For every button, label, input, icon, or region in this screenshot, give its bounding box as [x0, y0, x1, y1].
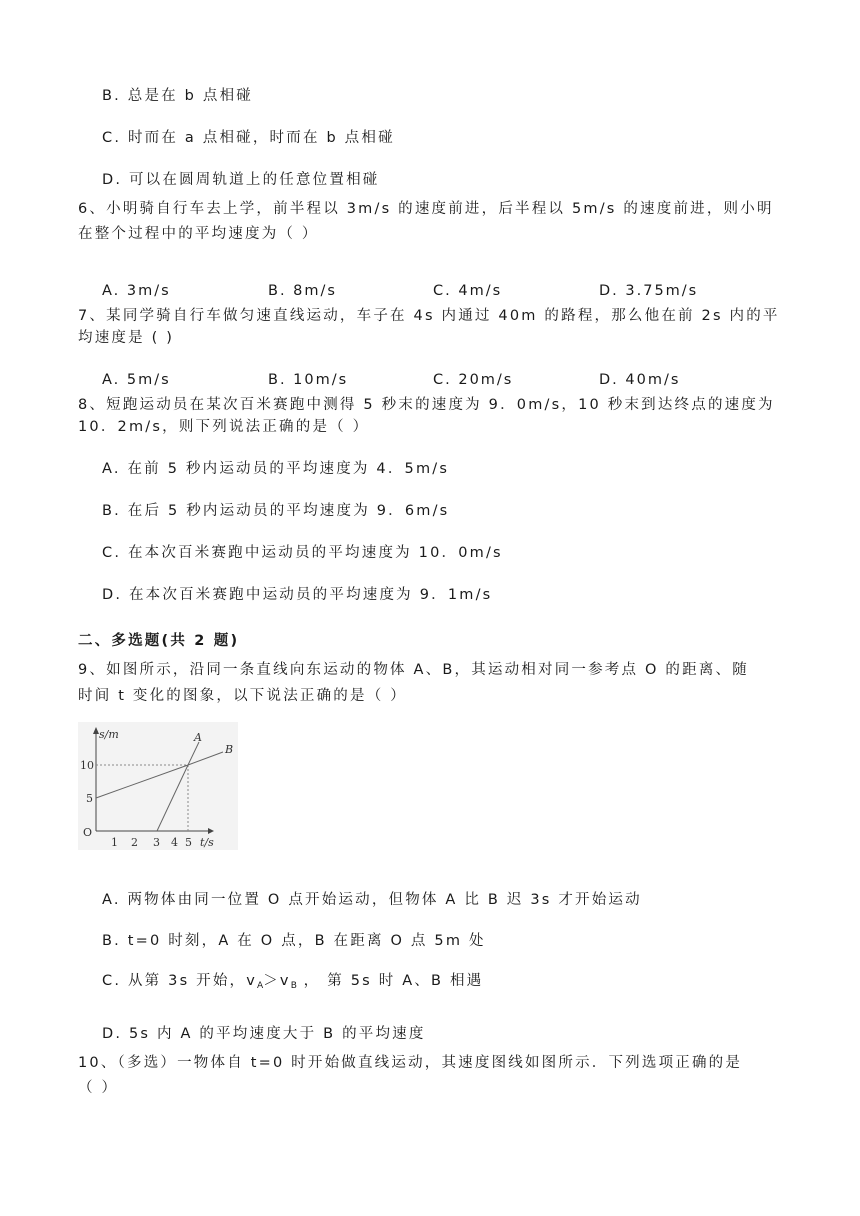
x-tick-label-3: 3 — [153, 836, 160, 849]
q7-stem-line1: 7、某同学骑自行车做匀速直线运动，车子在 4s 内通过 40m 的路程，那么他在前 2s 内的平 — [78, 308, 780, 324]
q7-stem-line2: 均速度是 ( ) — [78, 330, 175, 346]
q8-option-a: A. 在前 5 秒内运动员的平均速度为 4．5m/s — [102, 461, 450, 477]
q5-option-b: B. 总是在 b 点相碰 — [102, 88, 253, 104]
q6-choice-b: B. 8m/s — [268, 283, 337, 299]
q9-option-a: A. 两物体由同一位置 O 点开始运动，但物体 A 比 B 迟 3s 才开始运动 — [102, 892, 642, 908]
line-b-label: B — [225, 743, 234, 756]
q8-stem-line2: 10．2m/s，则下列说法正确的是（ ） — [78, 419, 370, 435]
subscript-a: A — [257, 981, 264, 991]
y-tick-label-5: 5 — [86, 792, 93, 805]
q9-stem-line1: 9、如图所示，沿同一条直线向东运动的物体 A、B，其运动相对同一参考点 O 的距离、随 — [78, 662, 749, 678]
q9-option-c-mid: ＞v — [263, 973, 291, 989]
q6-stem-line2: 在整个过程中的平均速度为（ ） — [78, 226, 319, 242]
q9-position-time-graph — [78, 722, 238, 850]
q10-stem-line2: （ ） — [78, 1080, 119, 1096]
q9-stem-line2: 时间 t 变化的图象，以下说法正确的是（ ） — [78, 688, 407, 704]
q7-choice-c: C. 20m/s — [433, 372, 514, 388]
q8-stem-line1: 8、短跑运动员在某次百米赛跑中测得 5 秒末的速度为 9．0m/s，10 秒末到达终点的速度为 — [78, 397, 775, 413]
q7-choice-d: D. 40m/s — [599, 372, 681, 388]
section-title: 二、多选题(共 2 题) — [78, 633, 240, 649]
q7-choice-a: A. 5m/s — [102, 372, 171, 388]
x-tick-label-5: 5 — [185, 836, 192, 849]
q6-stem-line1: 6、小明骑自行车去上学，前半程以 3m/s 的速度前进，后半程以 5m/s 的速度前进，则小明 — [78, 201, 774, 217]
q8-option-b: B. 在后 5 秒内运动员的平均速度为 9．6m/s — [102, 503, 450, 519]
q6-choice-d: D. 3.75m/s — [599, 283, 699, 299]
x-tick-label-4: 4 — [171, 836, 178, 849]
line-b — [96, 765, 188, 798]
y-tick-label-10: 10 — [80, 759, 94, 772]
x-axis-arrow — [208, 828, 214, 834]
q9-option-d: D. 5s 内 A 的平均速度大于 B 的平均速度 — [102, 1026, 426, 1042]
subscript-b: B — [290, 981, 297, 991]
x-tick-label-2: 2 — [131, 836, 138, 849]
q5-option-d: D. 可以在圆周轨道上的任意位置相碰 — [102, 172, 380, 188]
origin-label: O — [83, 826, 93, 839]
q8-option-d: D. 在本次百米赛跑中运动员的平均速度为 9．1m/s — [102, 587, 493, 603]
q5-option-c: C. 时而在 a 点相碰，时而在 b 点相碰 — [102, 130, 395, 146]
line-a-label: A — [194, 731, 202, 744]
q10-stem-line1: 10、（多选）一物体自 t=0 时开始做直线运动，其速度图线如图所示．下列选项正确的是 — [78, 1055, 743, 1071]
q9-option-c-suffix: ， 第 5s 时 A、B 相遇 — [296, 973, 484, 989]
q7-choice-b: B. 10m/s — [268, 372, 349, 388]
q9-option-c — [102, 971, 483, 996]
x-axis-label: t/s — [200, 836, 214, 849]
q9-option-b: B. t=0 时刻，A 在 O 点，B 在距离 O 点 5m 处 — [102, 933, 486, 949]
y-axis-label: s/m — [99, 728, 119, 741]
x-tick-label-1: 1 — [111, 836, 118, 849]
q6-choice-c: C. 4m/s — [433, 283, 503, 299]
q8-option-c: C. 在本次百米赛跑中运动员的平均速度为 10．0m/s — [102, 545, 503, 561]
q9-option-c-prefix: C. 从第 3s 开始，v — [102, 973, 258, 989]
q6-choice-a: A. 3m/s — [102, 283, 171, 299]
